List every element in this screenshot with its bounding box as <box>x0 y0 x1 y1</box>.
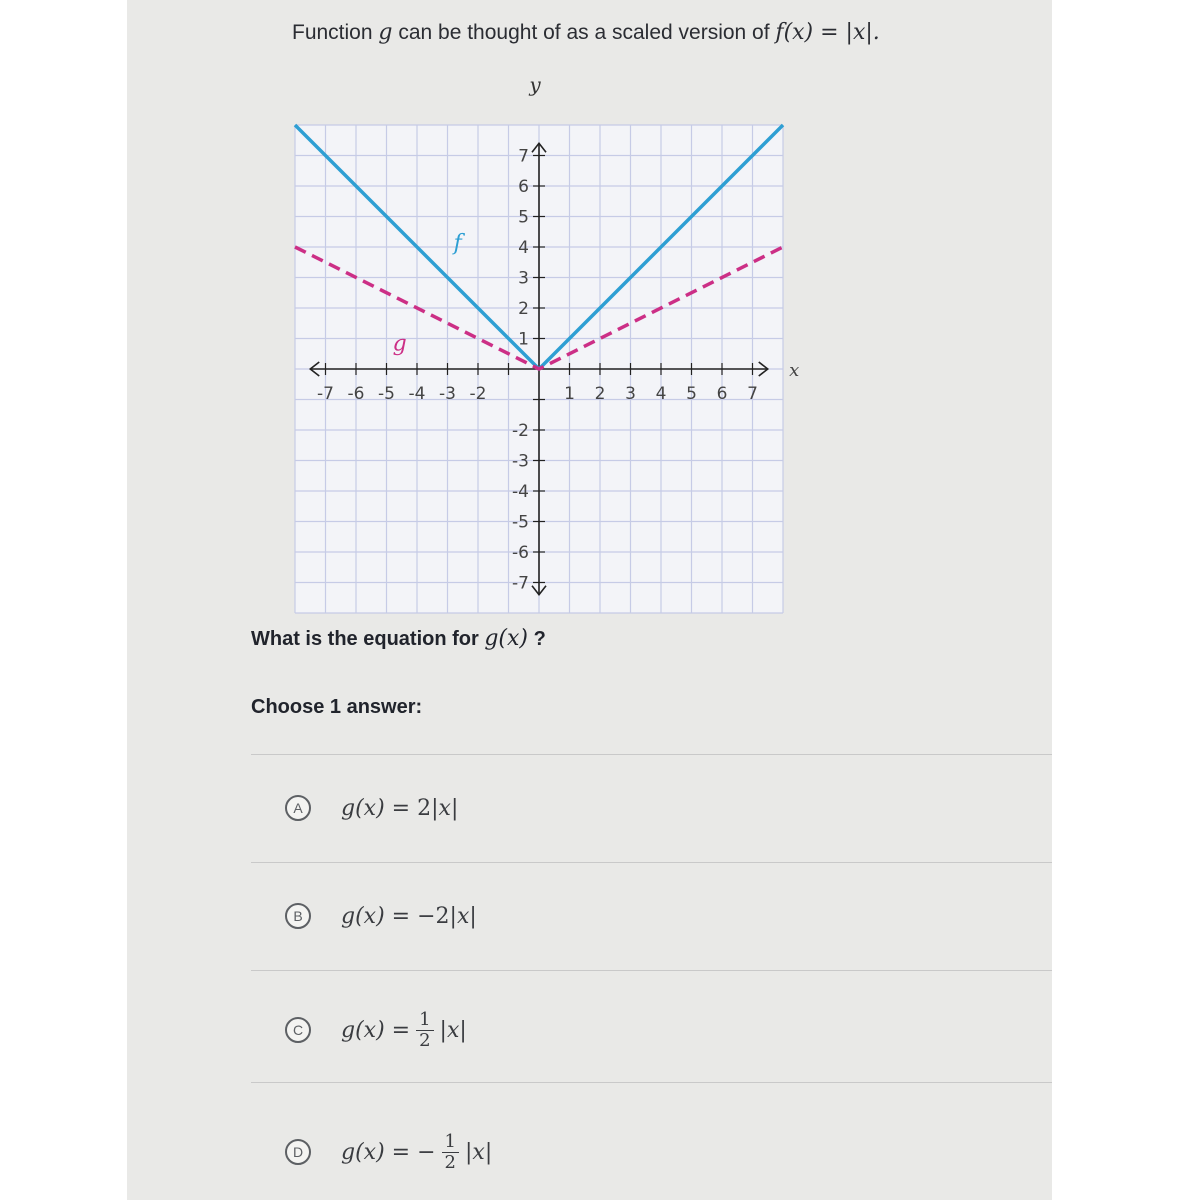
divider <box>251 970 1052 971</box>
choice-b-coef: −2 <box>417 903 450 929</box>
choice-a-coef: 2 <box>417 795 432 821</box>
choice-d-arg: | x | <box>465 1140 492 1165</box>
choice-a[interactable] <box>285 778 458 838</box>
choice-a-arg: | x | <box>431 796 458 821</box>
y-tick-label: -2 <box>512 421 529 441</box>
choice-b[interactable] <box>285 886 477 946</box>
choice-a-lhs: g(x) = <box>341 795 411 821</box>
question-text <box>251 626 546 651</box>
divider <box>251 1082 1052 1083</box>
y-tick-label: -6 <box>512 543 529 563</box>
x-tick-label: -4 <box>408 384 426 404</box>
y-tick-label: 4 <box>518 238 529 258</box>
choice-b-equation <box>341 904 477 929</box>
choice-c-fraction <box>416 1010 433 1051</box>
choose-label: Choose 1 answer: <box>251 696 423 718</box>
y-tick-label: 1 <box>518 329 529 350</box>
problem-prompt <box>292 20 880 45</box>
choice-c-arg: | x | <box>440 1018 467 1043</box>
choice-c[interactable] <box>285 1000 467 1060</box>
choice-d-equation <box>341 1132 492 1173</box>
question-sheet <box>127 0 1052 1200</box>
y-tick-label: -4 <box>512 482 529 502</box>
x-tick-label: 7 <box>747 384 758 404</box>
choice-d-numerator: 1 <box>442 1132 459 1153</box>
choice-c-numerator: 1 <box>416 1010 433 1031</box>
choice-d-lhs: g(x) = <box>341 1139 411 1165</box>
x-tick-label: -7 <box>317 384 334 404</box>
x-tick-label: 4 <box>655 384 667 404</box>
choice-d[interactable] <box>285 1122 492 1182</box>
question-text-before: What is the equation for <box>251 628 479 650</box>
x-tick-label: 2 <box>594 384 606 404</box>
choice-c-letter: C <box>285 1017 311 1043</box>
choice-b-arg: | x | <box>450 904 477 929</box>
coordinate-plane <box>127 75 1052 615</box>
x-tick-label: 5 <box>686 384 697 404</box>
choice-d-sign: − <box>417 1139 436 1165</box>
choice-d-fraction <box>442 1132 459 1173</box>
x-tick-label: 3 <box>625 384 636 404</box>
y-tick-label: 6 <box>518 177 529 197</box>
x-tick-label: -3 <box>439 384 456 404</box>
y-tick-label: -7 <box>512 573 529 594</box>
series-g-label: g <box>392 331 407 357</box>
x-tick-label: -2 <box>469 384 487 404</box>
prompt-g-symbol: g <box>378 20 393 45</box>
x-tick-label: -5 <box>378 384 395 404</box>
choice-d-letter: D <box>285 1139 311 1165</box>
choice-c-equation <box>341 1010 467 1051</box>
choice-c-denominator: 2 <box>419 1029 431 1051</box>
divider <box>251 754 1052 755</box>
x-tick-label: -6 <box>347 384 365 404</box>
y-axis-label: y <box>529 75 541 97</box>
x-tick-label: 1 <box>564 384 575 404</box>
question-function: g(x) <box>484 626 528 651</box>
y-tick-label: 7 <box>518 146 529 167</box>
choice-d-denominator: 2 <box>444 1151 456 1173</box>
x-tick-label: 6 <box>716 384 728 404</box>
y-tick-label: 2 <box>518 299 529 319</box>
question-text-after: ? <box>533 628 546 650</box>
y-tick-label: 5 <box>518 207 529 228</box>
y-tick-label: -5 <box>512 512 529 533</box>
prompt-text-after: can be thought of as a scaled version of <box>398 21 770 44</box>
choice-c-lhs: g(x) = <box>341 1017 411 1043</box>
x-axis-label: x <box>789 360 800 381</box>
divider <box>251 862 1052 863</box>
prompt-text-before: Function <box>292 21 373 44</box>
prompt-equation: f(x) = |x|. <box>775 20 880 45</box>
y-tick-label: -3 <box>512 451 529 472</box>
choice-b-letter: B <box>285 903 311 929</box>
choice-a-equation <box>341 796 458 821</box>
y-tick-label: 3 <box>518 268 529 289</box>
choice-b-lhs: g(x) = <box>341 903 411 929</box>
series-f-label: f <box>453 231 462 257</box>
choice-a-letter: A <box>285 795 311 821</box>
